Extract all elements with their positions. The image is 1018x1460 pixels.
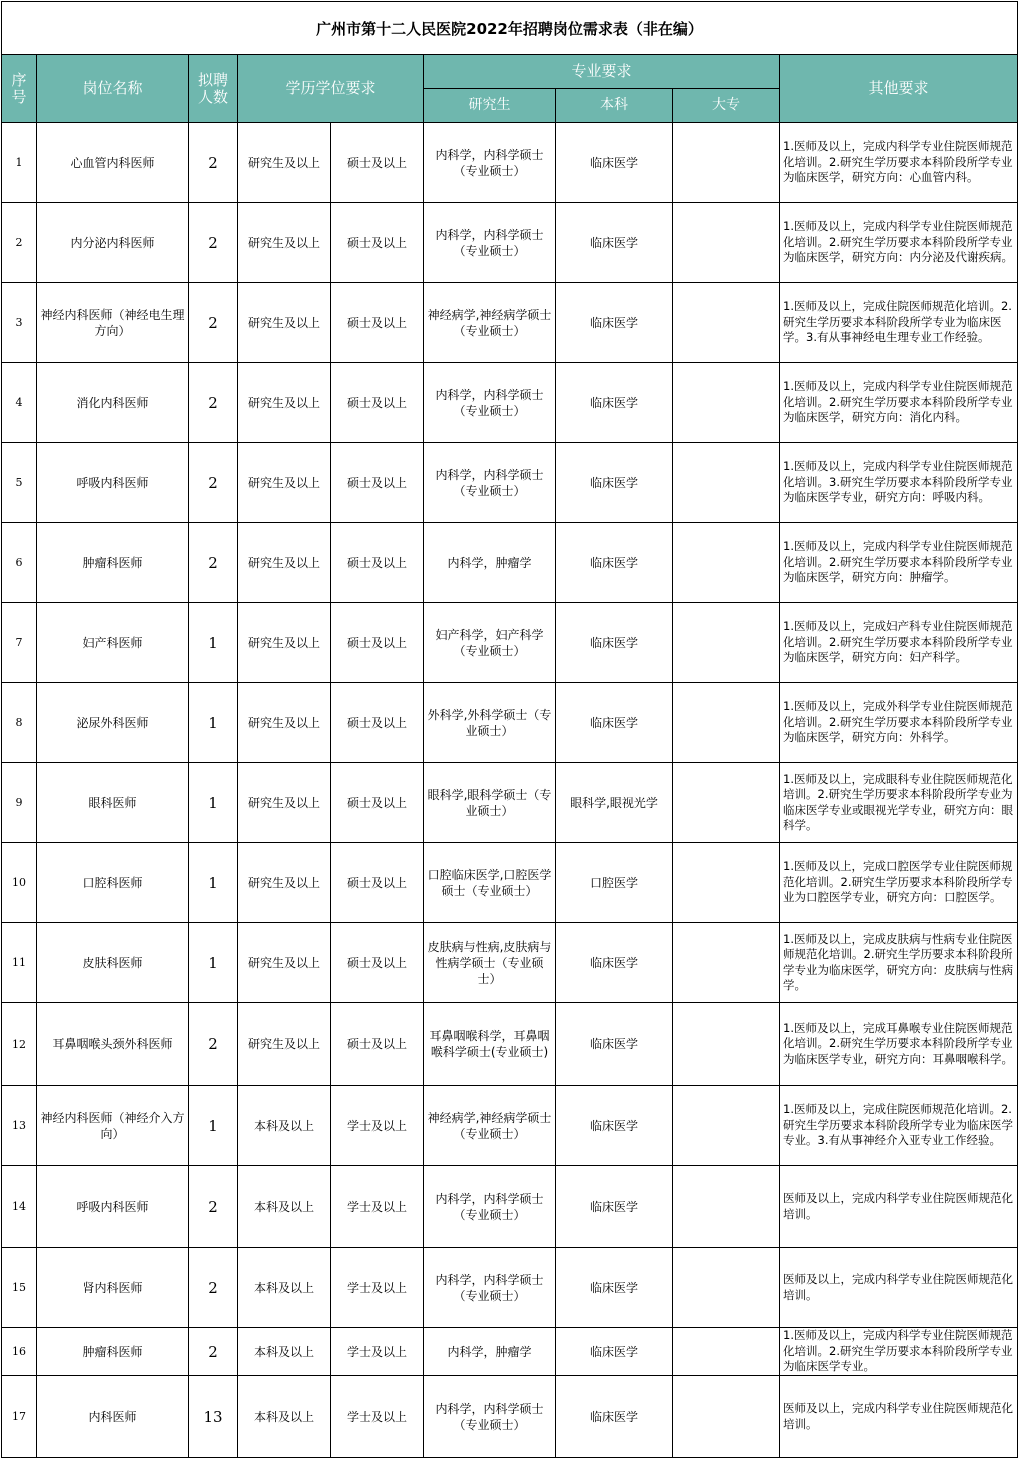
cell-post: 呼吸内科医师 — [37, 443, 189, 523]
cell-other-requirements: 1.医师及以上，完成内科学专业住院医师规范化培训。2.研究生学历要求本科阶段所学专业为临床医学，研究方向：心血管内科。 — [780, 123, 1018, 203]
cell-other-requirements: 医师及以上，完成内科学专业住院医师规范化培训。 — [780, 1376, 1018, 1458]
cell-count: 1 — [189, 1086, 238, 1166]
header-postgrad: 研究生 — [424, 89, 556, 123]
cell-count: 2 — [189, 1003, 238, 1086]
cell-undergrad-major: 临床医学 — [556, 1328, 673, 1376]
cell-education: 本科及以上 — [238, 1166, 331, 1248]
cell-postgrad-major: 皮肤病与性病,皮肤病与性病学硕士（专业硕士） — [424, 923, 556, 1003]
cell-education: 研究生及以上 — [238, 443, 331, 523]
cell-seq: 11 — [2, 923, 37, 1003]
cell-postgrad-major: 内科学，内科学硕士（专业硕士） — [424, 1376, 556, 1458]
table-row — [2, 923, 1018, 1003]
header-post: 岗位名称 — [37, 55, 189, 123]
table-row — [2, 1166, 1018, 1248]
cell-education: 研究生及以上 — [238, 843, 331, 923]
table-row — [2, 203, 1018, 283]
cell-seq: 9 — [2, 763, 37, 843]
cell-education: 本科及以上 — [238, 1086, 331, 1166]
cell-post: 心血管内科医师 — [37, 123, 189, 203]
cell-undergrad-major: 临床医学 — [556, 1248, 673, 1328]
header-other: 其他要求 — [780, 55, 1018, 123]
cell-college-major — [673, 763, 780, 843]
table-row — [2, 1086, 1018, 1166]
cell-seq: 3 — [2, 283, 37, 363]
table-row — [2, 603, 1018, 683]
cell-post: 口腔科医师 — [37, 843, 189, 923]
table-row — [2, 1328, 1018, 1376]
cell-undergrad-major: 临床医学 — [556, 363, 673, 443]
cell-post: 神经内科医师（神经介入方向） — [37, 1086, 189, 1166]
cell-education: 研究生及以上 — [238, 123, 331, 203]
cell-college-major — [673, 203, 780, 283]
cell-post: 神经内科医师（神经电生理方向） — [37, 283, 189, 363]
table-row — [2, 443, 1018, 523]
cell-degree: 硕士及以上 — [331, 123, 424, 203]
cell-degree: 硕士及以上 — [331, 1003, 424, 1086]
header-major: 专业要求 — [424, 55, 780, 89]
cell-post: 皮肤科医师 — [37, 923, 189, 1003]
table-row — [2, 763, 1018, 843]
cell-postgrad-major: 内科学，内科学硕士（专业硕士） — [424, 1248, 556, 1328]
cell-count: 1 — [189, 763, 238, 843]
cell-seq: 15 — [2, 1248, 37, 1328]
cell-other-requirements: 1.医师及以上，完成外科学专业住院医师规范化培训。2.研究生学历要求本科阶段所学专业为临床医学，研究方向：外科学。 — [780, 683, 1018, 763]
cell-undergrad-major: 临床医学 — [556, 683, 673, 763]
cell-degree: 硕士及以上 — [331, 203, 424, 283]
cell-seq: 16 — [2, 1328, 37, 1376]
cell-education: 研究生及以上 — [238, 283, 331, 363]
cell-seq: 17 — [2, 1376, 37, 1458]
cell-degree: 硕士及以上 — [331, 683, 424, 763]
cell-college-major — [673, 523, 780, 603]
cell-college-major — [673, 923, 780, 1003]
cell-post: 肿瘤科医师 — [37, 1328, 189, 1376]
cell-education: 本科及以上 — [238, 1248, 331, 1328]
cell-college-major — [673, 283, 780, 363]
cell-other-requirements: 1.医师及以上，完成妇产科专业住院医师规范化培训。2.研究生学历要求本科阶段所学专业为临床医学，研究方向：妇产科学。 — [780, 603, 1018, 683]
cell-education: 研究生及以上 — [238, 683, 331, 763]
cell-count: 2 — [189, 1166, 238, 1248]
cell-degree: 学士及以上 — [331, 1376, 424, 1458]
cell-count: 1 — [189, 683, 238, 763]
cell-count: 2 — [189, 1328, 238, 1376]
cell-degree: 学士及以上 — [331, 1086, 424, 1166]
cell-college-major — [673, 123, 780, 203]
cell-education: 本科及以上 — [238, 1376, 331, 1458]
header-education: 学历学位要求 — [238, 55, 424, 123]
cell-undergrad-major: 临床医学 — [556, 1003, 673, 1086]
table-row — [2, 123, 1018, 203]
cell-undergrad-major: 口腔医学 — [556, 843, 673, 923]
cell-postgrad-major: 内科学，内科学硕士（专业硕士） — [424, 123, 556, 203]
cell-other-requirements: 1.医师及以上，完成眼科专业住院医师规范化培训。2.研究生学历要求本科阶段所学专业为临床医学专业或眼视光学专业，研究方向：眼科学。 — [780, 763, 1018, 843]
cell-education: 研究生及以上 — [238, 523, 331, 603]
cell-degree: 学士及以上 — [331, 1166, 424, 1248]
cell-postgrad-major: 神经病学,神经病学硕士（专业硕士） — [424, 1086, 556, 1166]
cell-seq: 13 — [2, 1086, 37, 1166]
cell-postgrad-major: 内科学，内科学硕士（专业硕士） — [424, 1166, 556, 1248]
cell-post: 消化内科医师 — [37, 363, 189, 443]
cell-post: 肾内科医师 — [37, 1248, 189, 1328]
cell-undergrad-major: 临床医学 — [556, 1376, 673, 1458]
cell-seq: 1 — [2, 123, 37, 203]
cell-post: 内分泌内科医师 — [37, 203, 189, 283]
cell-postgrad-major: 耳鼻咽喉科学，耳鼻咽喉科学硕士(专业硕士) — [424, 1003, 556, 1086]
table-row — [2, 363, 1018, 443]
cell-seq: 6 — [2, 523, 37, 603]
table-row — [2, 683, 1018, 763]
cell-post: 妇产科医师 — [37, 603, 189, 683]
table-body — [2, 123, 1018, 1458]
table-row — [2, 1376, 1018, 1458]
cell-other-requirements: 1.医师及以上，完成内科学专业住院医师规范化培训。3.研究生学历要求本科阶段所学专业为临床医学专业，研究方向：呼吸内科。 — [780, 443, 1018, 523]
cell-count: 2 — [189, 443, 238, 523]
cell-undergrad-major: 临床医学 — [556, 523, 673, 603]
cell-college-major — [673, 1166, 780, 1248]
cell-other-requirements: 1.医师及以上，完成内科学专业住院医师规范化培训。2.研究生学历要求本科阶段所学专业为临床医学，研究方向：内分泌及代谢疾病。 — [780, 203, 1018, 283]
cell-undergrad-major: 临床医学 — [556, 283, 673, 363]
cell-count: 1 — [189, 843, 238, 923]
cell-other-requirements: 1.医师及以上，完成耳鼻喉专业住院医师规范化培训。2.研究生学历要求本科阶段所学专业为临床医学专业，研究方向：耳鼻咽喉科学。 — [780, 1003, 1018, 1086]
cell-undergrad-major: 临床医学 — [556, 923, 673, 1003]
cell-seq: 7 — [2, 603, 37, 683]
cell-degree: 硕士及以上 — [331, 763, 424, 843]
cell-undergrad-major: 临床医学 — [556, 443, 673, 523]
cell-undergrad-major: 临床医学 — [556, 1166, 673, 1248]
cell-degree: 学士及以上 — [331, 1328, 424, 1376]
cell-count: 2 — [189, 1248, 238, 1328]
cell-college-major — [673, 1376, 780, 1458]
cell-education: 研究生及以上 — [238, 763, 331, 843]
cell-post: 肿瘤科医师 — [37, 523, 189, 603]
cell-college-major — [673, 1328, 780, 1376]
cell-degree: 硕士及以上 — [331, 923, 424, 1003]
cell-post: 泌尿外科医师 — [37, 683, 189, 763]
cell-postgrad-major: 内科学，内科学硕士（专业硕士） — [424, 203, 556, 283]
cell-postgrad-major: 内科学，肿瘤学 — [424, 1328, 556, 1376]
cell-degree: 硕士及以上 — [331, 603, 424, 683]
cell-college-major — [673, 443, 780, 523]
cell-education: 研究生及以上 — [238, 203, 331, 283]
cell-degree: 硕士及以上 — [331, 283, 424, 363]
cell-seq: 5 — [2, 443, 37, 523]
cell-postgrad-major: 妇产科学，妇产科学（专业硕士） — [424, 603, 556, 683]
table-row — [2, 1248, 1018, 1328]
cell-other-requirements: 1.医师及以上，完成内科学专业住院医师规范化培训。2.研究生学历要求本科阶段所学专业为临床医学专业。 — [780, 1328, 1018, 1376]
cell-college-major — [673, 683, 780, 763]
cell-other-requirements: 1.医师及以上，完成皮肤病与性病专业住院医师规范化培训。2.研究生学历要求本科阶段所学专业为临床医学，研究方向：皮肤病与性病学。 — [780, 923, 1018, 1003]
cell-other-requirements: 1.医师及以上，完成口腔医学专业住院医师规范化培训。2.研究生学历要求本科阶段所学专业为口腔医学专业，研究方向：口腔医学。 — [780, 843, 1018, 923]
cell-seq: 14 — [2, 1166, 37, 1248]
cell-seq: 10 — [2, 843, 37, 923]
cell-college-major — [673, 1086, 780, 1166]
cell-undergrad-major: 眼科学,眼视光学 — [556, 763, 673, 843]
cell-other-requirements: 1.医师及以上，完成内科学专业住院医师规范化培训。2.研究生学历要求本科阶段所学专业为临床医学，研究方向：消化内科。 — [780, 363, 1018, 443]
cell-count: 2 — [189, 203, 238, 283]
table-row — [2, 523, 1018, 603]
cell-count: 13 — [189, 1376, 238, 1458]
cell-college-major — [673, 843, 780, 923]
cell-education: 研究生及以上 — [238, 363, 331, 443]
recruitment-table — [1, 1, 1018, 1458]
header-college: 大专 — [673, 89, 780, 123]
cell-undergrad-major: 临床医学 — [556, 203, 673, 283]
cell-count: 2 — [189, 523, 238, 603]
cell-education: 本科及以上 — [238, 1328, 331, 1376]
cell-education: 研究生及以上 — [238, 1003, 331, 1086]
cell-college-major — [673, 363, 780, 443]
cell-postgrad-major: 内科学，内科学硕士（专业硕士） — [424, 443, 556, 523]
cell-count: 2 — [189, 123, 238, 203]
cell-count: 2 — [189, 283, 238, 363]
table-title: 广州市第十二人民医院2022年招聘岗位需求表（非在编） — [2, 2, 1018, 55]
cell-degree: 硕士及以上 — [331, 443, 424, 523]
cell-other-requirements: 医师及以上，完成内科学专业住院医师规范化培训。 — [780, 1166, 1018, 1248]
cell-other-requirements: 1.医师及以上，完成住院医师规范化培训。2.研究生学历要求本科阶段所学专业为临床医学专业。3.有从事神经介入亚专业工作经验。 — [780, 1086, 1018, 1166]
cell-post: 内科医师 — [37, 1376, 189, 1458]
table-row — [2, 843, 1018, 923]
cell-seq: 4 — [2, 363, 37, 443]
table-row — [2, 1003, 1018, 1086]
cell-postgrad-major: 内科学，肿瘤学 — [424, 523, 556, 603]
header-seq: 序号 — [2, 55, 37, 123]
cell-postgrad-major: 眼科学,眼科学硕士（专业硕士） — [424, 763, 556, 843]
cell-postgrad-major: 口腔临床医学,口腔医学硕士（专业硕士） — [424, 843, 556, 923]
cell-postgrad-major: 外科学,外科学硕士（专业硕士） — [424, 683, 556, 763]
cell-postgrad-major: 内科学，内科学硕士（专业硕士） — [424, 363, 556, 443]
cell-postgrad-major: 神经病学,神经病学硕士（专业硕士） — [424, 283, 556, 363]
header-undergrad: 本科 — [556, 89, 673, 123]
cell-college-major — [673, 603, 780, 683]
cell-degree: 学士及以上 — [331, 1248, 424, 1328]
cell-post: 眼科医师 — [37, 763, 189, 843]
cell-college-major — [673, 1003, 780, 1086]
cell-post: 呼吸内科医师 — [37, 1166, 189, 1248]
cell-college-major — [673, 1248, 780, 1328]
cell-undergrad-major: 临床医学 — [556, 123, 673, 203]
cell-degree: 硕士及以上 — [331, 363, 424, 443]
cell-count: 2 — [189, 363, 238, 443]
cell-seq: 2 — [2, 203, 37, 283]
cell-education: 研究生及以上 — [238, 923, 331, 1003]
cell-seq: 8 — [2, 683, 37, 763]
cell-seq: 12 — [2, 1003, 37, 1086]
cell-other-requirements: 1.医师及以上，完成内科学专业住院医师规范化培训。2.研究生学历要求本科阶段所学专业为临床医学，研究方向：肿瘤学。 — [780, 523, 1018, 603]
cell-undergrad-major: 临床医学 — [556, 603, 673, 683]
cell-other-requirements: 医师及以上，完成内科学专业住院医师规范化培训。 — [780, 1248, 1018, 1328]
cell-degree: 硕士及以上 — [331, 843, 424, 923]
cell-education: 研究生及以上 — [238, 603, 331, 683]
cell-other-requirements: 1.医师及以上，完成住院医师规范化培训。2.研究生学历要求本科阶段所学专业为临床医学。3.有从事神经电生理专业工作经验。 — [780, 283, 1018, 363]
header-count: 拟聘人数 — [189, 55, 238, 123]
cell-undergrad-major: 临床医学 — [556, 1086, 673, 1166]
cell-count: 1 — [189, 603, 238, 683]
table-row — [2, 283, 1018, 363]
cell-degree: 硕士及以上 — [331, 523, 424, 603]
cell-post: 耳鼻咽喉头颈外科医师 — [37, 1003, 189, 1086]
cell-count: 1 — [189, 923, 238, 1003]
